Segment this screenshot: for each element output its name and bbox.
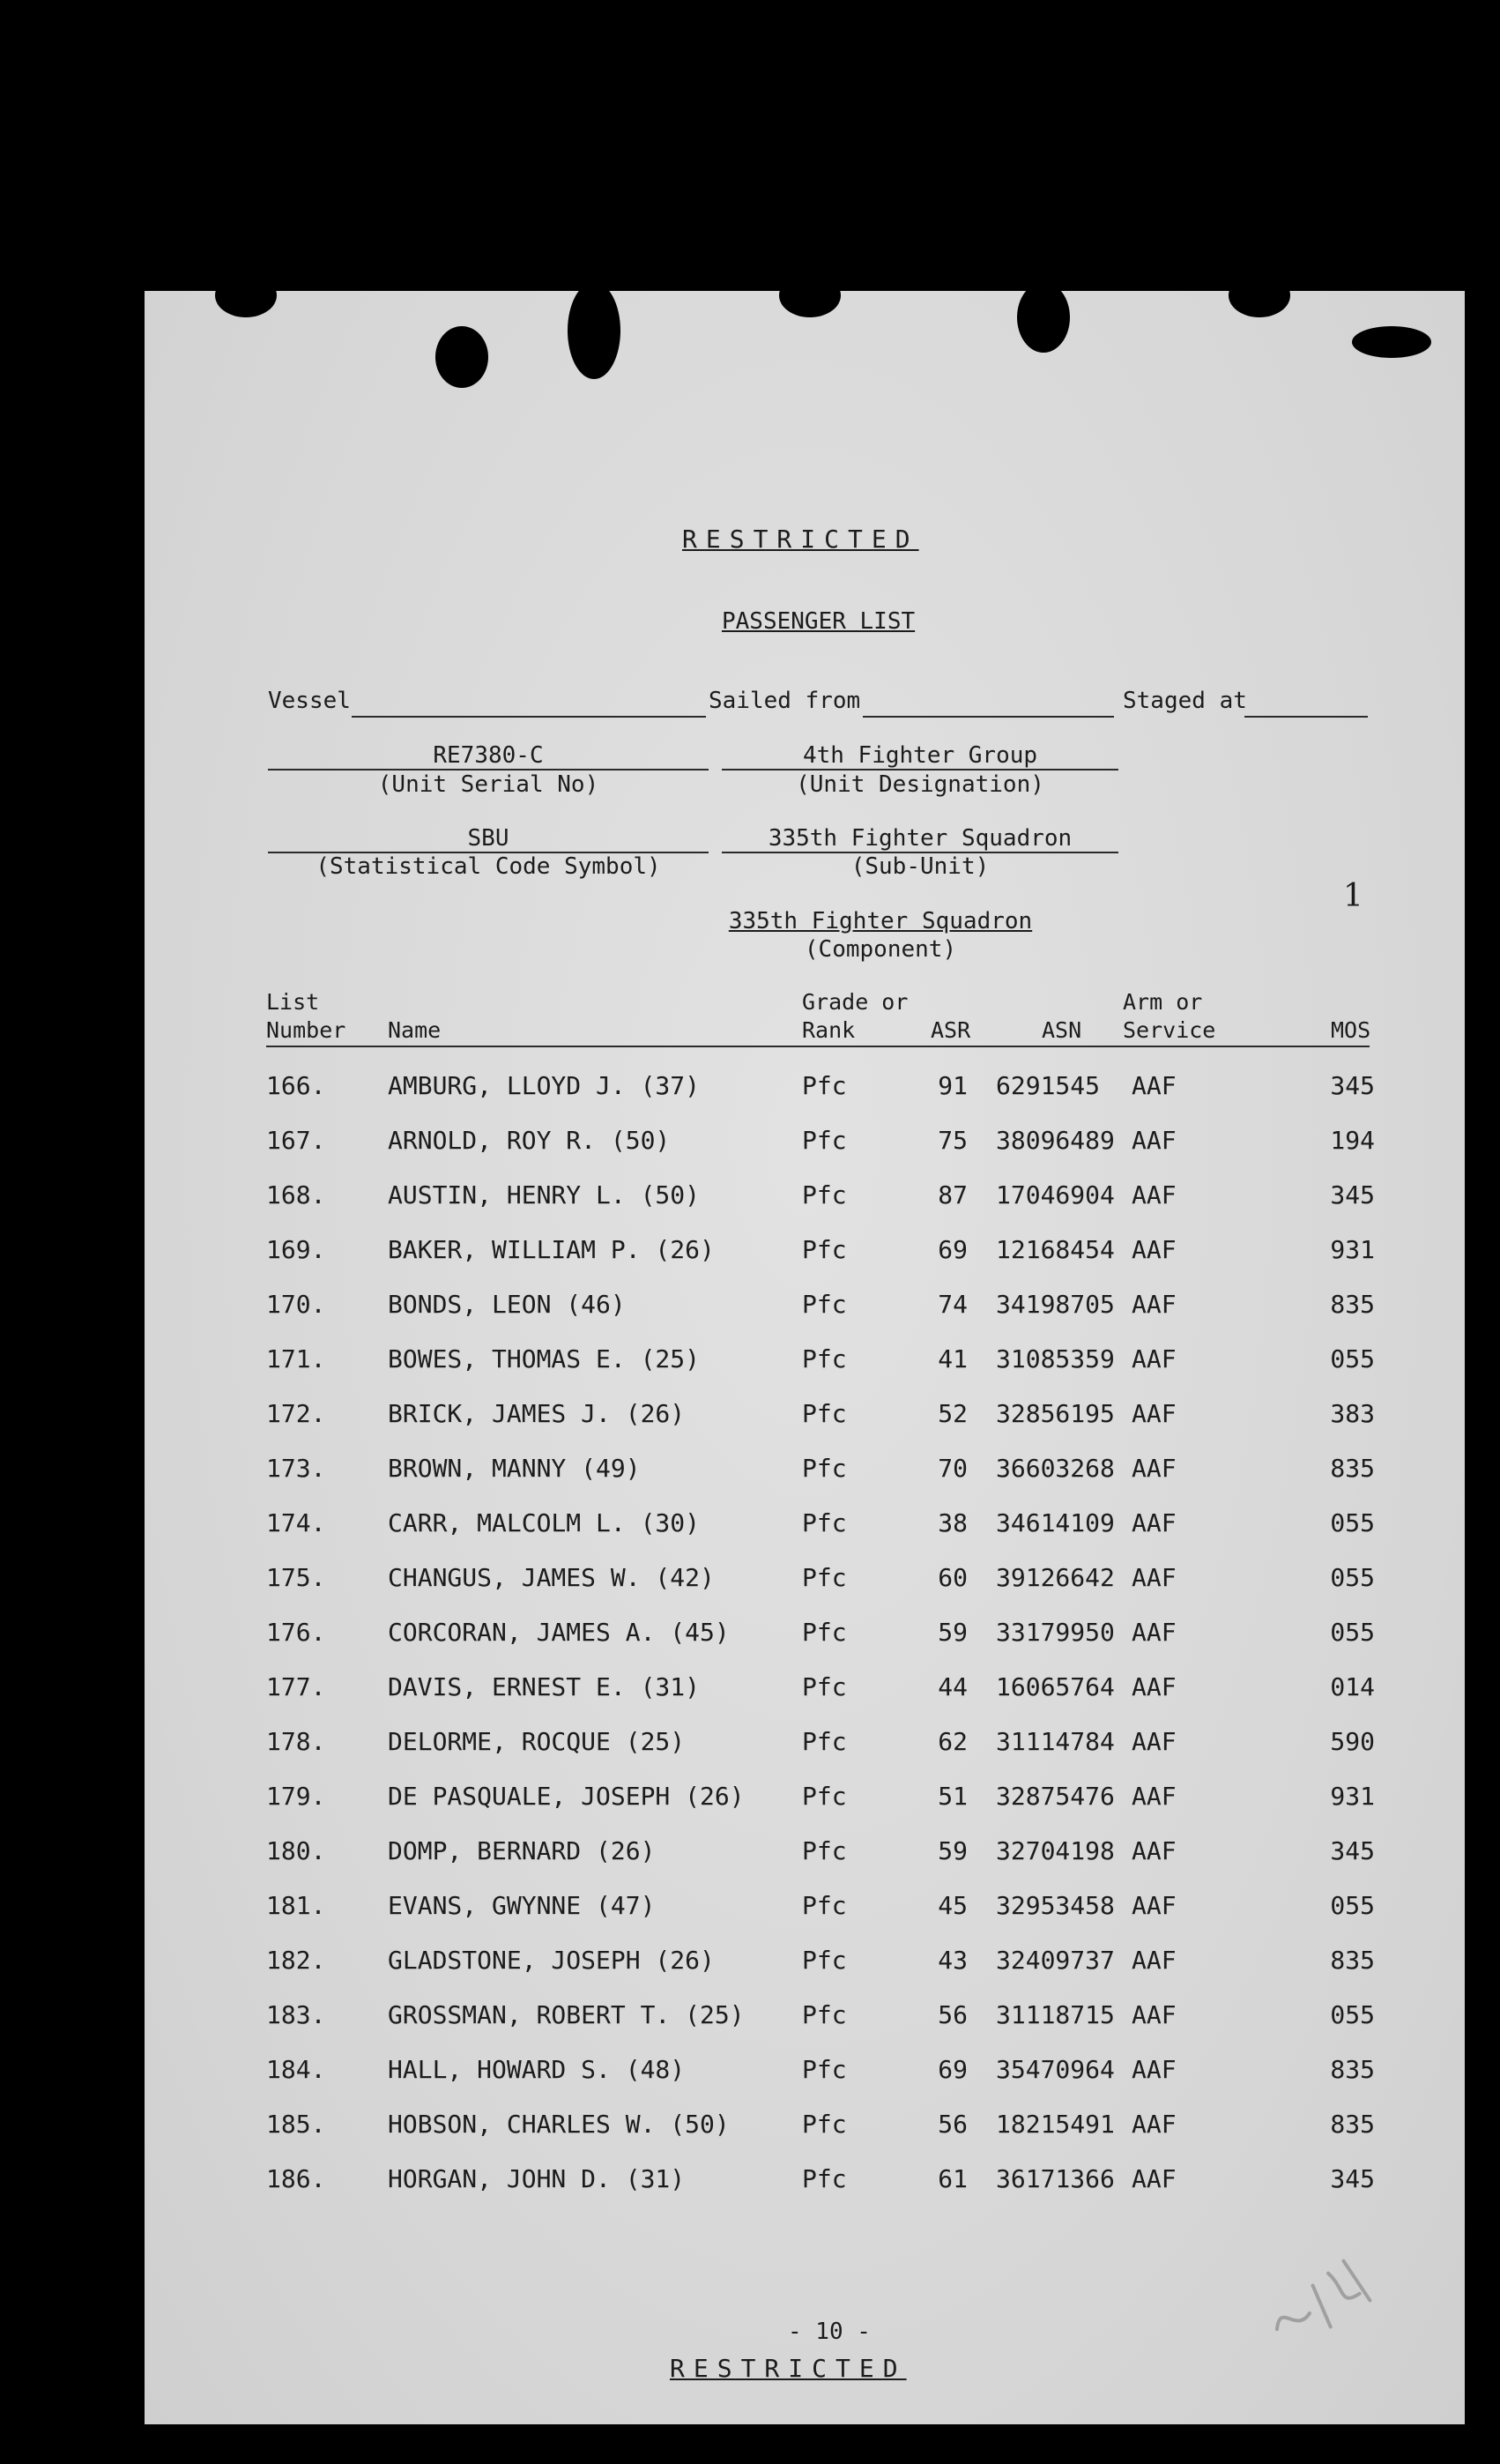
- unit-designation-value: 4th Fighter Group: [802, 742, 1038, 769]
- passenger-name: BRICK, JAMES J. (26): [388, 1399, 686, 1428]
- asn: 32856195: [996, 1399, 1115, 1428]
- asr: 74: [938, 1290, 968, 1319]
- passenger-name: CORCORAN, JAMES A. (45): [388, 1618, 730, 1647]
- sailed-from-label: Sailed from: [709, 688, 861, 714]
- grade: Pfc: [802, 1563, 847, 1592]
- passenger-name: BAKER, WILLIAM P. (26): [388, 1235, 715, 1264]
- arm-service: AAF: [1132, 1836, 1177, 1865]
- asn: 16065764: [996, 1672, 1115, 1701]
- component-caption: (Component): [804, 936, 957, 963]
- list-number: 183.: [266, 2000, 326, 2029]
- stat-code-caption: (Statistical Code Symbol): [316, 853, 661, 880]
- margin-mark: 1: [1343, 878, 1363, 914]
- table-row: [145, 1563, 1465, 1607]
- stat-code-value: SBU: [467, 825, 509, 852]
- asr: 56: [938, 2110, 968, 2139]
- grade: Pfc: [802, 1618, 847, 1647]
- table-row: [145, 2000, 1465, 2044]
- page-number: - 10 -: [788, 2319, 871, 2345]
- asn: 32704198: [996, 1836, 1115, 1865]
- arm-service: AAF: [1132, 2055, 1177, 2084]
- asr: 69: [938, 2055, 968, 2084]
- list-number: 177.: [266, 1672, 326, 1701]
- asn: 18215491: [996, 2110, 1115, 2139]
- arm-service: AAF: [1132, 1180, 1177, 1210]
- arm-service: AAF: [1132, 1782, 1177, 1811]
- arm-service: AAF: [1132, 1563, 1177, 1592]
- list-number: 179.: [266, 1782, 326, 1811]
- header-name: Name: [388, 1017, 442, 1043]
- handwritten-mark: [1256, 2245, 1396, 2362]
- sub-unit-value: 335th Fighter Squadron: [768, 825, 1073, 852]
- asr: 38: [938, 1508, 968, 1537]
- asn: 31085359: [996, 1344, 1115, 1373]
- table-row: [145, 1672, 1465, 1716]
- asr: 69: [938, 1235, 968, 1264]
- passenger-name: AMBURG, LLOYD J. (37): [388, 1071, 701, 1100]
- asr: 75: [938, 1126, 968, 1155]
- arm-service: AAF: [1132, 1126, 1177, 1155]
- passenger-name: AUSTIN, HENRY L. (50): [388, 1180, 701, 1210]
- asn: 38096489: [996, 1126, 1115, 1155]
- mos: 931: [1330, 1235, 1375, 1264]
- punch-hole: [1229, 273, 1290, 317]
- punch-hole: [1352, 326, 1431, 358]
- grade: Pfc: [802, 2000, 847, 2029]
- grade: Pfc: [802, 1344, 847, 1373]
- table-row: [145, 1454, 1465, 1498]
- passenger-name: CHANGUS, JAMES W. (42): [388, 1563, 715, 1592]
- asn: 32875476: [996, 1782, 1115, 1811]
- list-number: 178.: [266, 1727, 326, 1756]
- mos: 345: [1330, 2164, 1375, 2193]
- list-number: 185.: [266, 2110, 326, 2139]
- document-page: [145, 291, 1465, 2424]
- arm-service: AAF: [1132, 1891, 1177, 1920]
- list-number: 167.: [266, 1126, 326, 1155]
- list-number: 182.: [266, 1946, 326, 1975]
- mos: 345: [1330, 1836, 1375, 1865]
- unit-designation-line: [722, 769, 1118, 770]
- mos: 055: [1330, 1618, 1375, 1647]
- passenger-name: DELORME, ROCQUE (25): [388, 1727, 686, 1756]
- table-row: [145, 2164, 1465, 2208]
- asn: 36171366: [996, 2164, 1115, 2193]
- asn: 17046904: [996, 1180, 1115, 1210]
- header-asr: ASR: [931, 1017, 971, 1043]
- punch-hole: [568, 282, 620, 379]
- table-row: [145, 1891, 1465, 1935]
- mos: 835: [1330, 1946, 1375, 1975]
- passenger-name: HORGAN, JOHN D. (31): [388, 2164, 686, 2193]
- list-number: 181.: [266, 1891, 326, 1920]
- asr: 59: [938, 1836, 968, 1865]
- asr: 87: [938, 1180, 968, 1210]
- table-row: [145, 1235, 1465, 1279]
- classification-top: RESTRICTED: [682, 525, 919, 554]
- mos: 055: [1330, 1563, 1375, 1592]
- table-row: [145, 1290, 1465, 1334]
- header-list-number-2: Number: [266, 1017, 346, 1043]
- grade: Pfc: [802, 2164, 847, 2193]
- asr: 59: [938, 1618, 968, 1647]
- arm-service: AAF: [1132, 1618, 1177, 1647]
- grade: Pfc: [802, 1071, 847, 1100]
- mos: 835: [1330, 2110, 1375, 2139]
- asr: 44: [938, 1672, 968, 1701]
- staged-at-line: [1244, 716, 1368, 718]
- grade: Pfc: [802, 2110, 847, 2139]
- punch-hole: [1017, 282, 1070, 353]
- grade: Pfc: [802, 2055, 847, 2084]
- passenger-name: BROWN, MANNY (49): [388, 1454, 641, 1483]
- asn: 6291545: [996, 1071, 1101, 1100]
- list-number: 166.: [266, 1071, 326, 1100]
- grade: Pfc: [802, 1782, 847, 1811]
- table-row: [145, 1782, 1465, 1826]
- table-row: [145, 2110, 1465, 2154]
- list-number: 186.: [266, 2164, 326, 2193]
- mos: 345: [1330, 1180, 1375, 1210]
- asn: 39126642: [996, 1563, 1115, 1592]
- asn: 32953458: [996, 1891, 1115, 1920]
- grade: Pfc: [802, 1126, 847, 1155]
- passenger-name: GROSSMAN, ROBERT T. (25): [388, 2000, 745, 2029]
- vessel-line: [352, 716, 706, 718]
- mos: 835: [1330, 1454, 1375, 1483]
- asn: 32409737: [996, 1946, 1115, 1975]
- mos: 055: [1330, 1508, 1375, 1537]
- grade: Pfc: [802, 1672, 847, 1701]
- arm-service: AAF: [1132, 1290, 1177, 1319]
- grade: Pfc: [802, 1399, 847, 1428]
- list-number: 176.: [266, 1618, 326, 1647]
- table-row: [145, 2055, 1465, 2099]
- mos: 194: [1330, 1126, 1375, 1155]
- grade: Pfc: [802, 1836, 847, 1865]
- asr: 52: [938, 1399, 968, 1428]
- table-row: [145, 1399, 1465, 1443]
- asn: 31118715: [996, 2000, 1115, 2029]
- arm-service: AAF: [1132, 2164, 1177, 2193]
- asr: 51: [938, 1782, 968, 1811]
- classification-bottom: RESTRICTED: [670, 2354, 907, 2383]
- header-grade-1: Grade or: [802, 989, 909, 1015]
- list-number: 174.: [266, 1508, 326, 1537]
- passenger-name: DAVIS, ERNEST E. (31): [388, 1672, 701, 1701]
- table-row: [145, 1344, 1465, 1388]
- asr: 41: [938, 1344, 968, 1373]
- handwritten-mark-icon: [1256, 2245, 1393, 2349]
- header-grade-2: Rank: [802, 1017, 856, 1043]
- table-row: [145, 1618, 1465, 1662]
- grade: Pfc: [802, 1891, 847, 1920]
- header-arm-1: Arm or: [1123, 989, 1203, 1015]
- arm-service: AAF: [1132, 1946, 1177, 1975]
- asn: 12168454: [996, 1235, 1115, 1264]
- passenger-name: HOBSON, CHARLES W. (50): [388, 2110, 730, 2139]
- passenger-name: DOMP, BERNARD (26): [388, 1836, 656, 1865]
- grade: Pfc: [802, 1235, 847, 1264]
- list-number: 173.: [266, 1454, 326, 1483]
- grade: Pfc: [802, 1180, 847, 1210]
- punch-hole: [215, 273, 277, 317]
- asr: 61: [938, 2164, 968, 2193]
- passenger-name: GLADSTONE, JOSEPH (26): [388, 1946, 715, 1975]
- asr: 62: [938, 1727, 968, 1756]
- vessel-label: Vessel: [268, 688, 351, 714]
- unit-serial-caption: (Unit Serial No): [377, 771, 599, 798]
- asn: 36603268: [996, 1454, 1115, 1483]
- list-number: 172.: [266, 1399, 326, 1428]
- mos: 931: [1330, 1782, 1375, 1811]
- asn: 34198705: [996, 1290, 1115, 1319]
- asr: 70: [938, 1454, 968, 1483]
- mos: 590: [1330, 1727, 1375, 1756]
- arm-service: AAF: [1132, 1235, 1177, 1264]
- table-row: [145, 1071, 1465, 1115]
- arm-service: AAF: [1132, 1344, 1177, 1373]
- sailed-from-line: [863, 716, 1114, 718]
- asr: 45: [938, 1891, 968, 1920]
- unit-serial-line: [268, 769, 709, 770]
- table-row: [145, 1727, 1465, 1771]
- passenger-name: HALL, HOWARD S. (48): [388, 2055, 686, 2084]
- list-number: 171.: [266, 1344, 326, 1373]
- header-arm-2: Service: [1123, 1017, 1216, 1043]
- asn: 34614109: [996, 1508, 1115, 1537]
- header-underline: [266, 1046, 1370, 1047]
- mos: 835: [1330, 2055, 1375, 2084]
- list-number: 169.: [266, 1235, 326, 1264]
- header-list-number-1: List: [266, 989, 320, 1015]
- grade: Pfc: [802, 1454, 847, 1483]
- arm-service: AAF: [1132, 1727, 1177, 1756]
- arm-service: AAF: [1132, 1399, 1177, 1428]
- grade: Pfc: [802, 1290, 847, 1319]
- mos: 055: [1330, 1344, 1375, 1373]
- arm-service: AAF: [1132, 2000, 1177, 2029]
- table-row: [145, 1836, 1465, 1880]
- unit-serial-value: RE7380-C: [433, 742, 544, 769]
- arm-service: AAF: [1132, 1071, 1177, 1100]
- mos: 345: [1330, 1071, 1375, 1100]
- asr: 56: [938, 2000, 968, 2029]
- passenger-name: BOWES, THOMAS E. (25): [388, 1344, 701, 1373]
- mos: 055: [1330, 1891, 1375, 1920]
- table-row: [145, 1180, 1465, 1225]
- passenger-name: EVANS, GWYNNE (47): [388, 1891, 656, 1920]
- punch-hole: [435, 326, 488, 388]
- table-row: [145, 1126, 1465, 1170]
- asr: 43: [938, 1946, 968, 1975]
- asn: 35470964: [996, 2055, 1115, 2084]
- mos: 055: [1330, 2000, 1375, 2029]
- grade: Pfc: [802, 1508, 847, 1537]
- passenger-name: DE PASQUALE, JOSEPH (26): [388, 1782, 745, 1811]
- grade: Pfc: [802, 1727, 847, 1756]
- mos: 835: [1330, 1290, 1375, 1319]
- table-row: [145, 1508, 1465, 1552]
- arm-service: AAF: [1132, 1454, 1177, 1483]
- passenger-name: CARR, MALCOLM L. (30): [388, 1508, 701, 1537]
- header-mos: MOS: [1331, 1017, 1371, 1043]
- mos: 383: [1330, 1399, 1375, 1428]
- passenger-name: ARNOLD, ROY R. (50): [388, 1126, 671, 1155]
- page-title: PASSENGER LIST: [722, 608, 916, 635]
- arm-service: AAF: [1132, 2110, 1177, 2139]
- table-row: [145, 1946, 1465, 1990]
- list-number: 184.: [266, 2055, 326, 2084]
- asr: 91: [938, 1071, 968, 1100]
- header-asn: ASN: [1042, 1017, 1082, 1043]
- asr: 60: [938, 1563, 968, 1592]
- mos: 014: [1330, 1672, 1375, 1701]
- arm-service: AAF: [1132, 1672, 1177, 1701]
- punch-hole: [779, 273, 841, 317]
- list-number: 170.: [266, 1290, 326, 1319]
- list-number: 175.: [266, 1563, 326, 1592]
- arm-service: AAF: [1132, 1508, 1177, 1537]
- unit-designation-caption: (Unit Designation): [796, 771, 1044, 798]
- sub-unit-caption: (Sub-Unit): [850, 853, 990, 880]
- asn: 31114784: [996, 1727, 1115, 1756]
- component-value: 335th Fighter Squadron: [728, 908, 1033, 934]
- list-number: 180.: [266, 1836, 326, 1865]
- passenger-name: BONDS, LEON (46): [388, 1290, 626, 1319]
- grade: Pfc: [802, 1946, 847, 1975]
- staged-at-label: Staged at: [1123, 688, 1247, 714]
- list-number: 168.: [266, 1180, 326, 1210]
- asn: 33179950: [996, 1618, 1115, 1647]
